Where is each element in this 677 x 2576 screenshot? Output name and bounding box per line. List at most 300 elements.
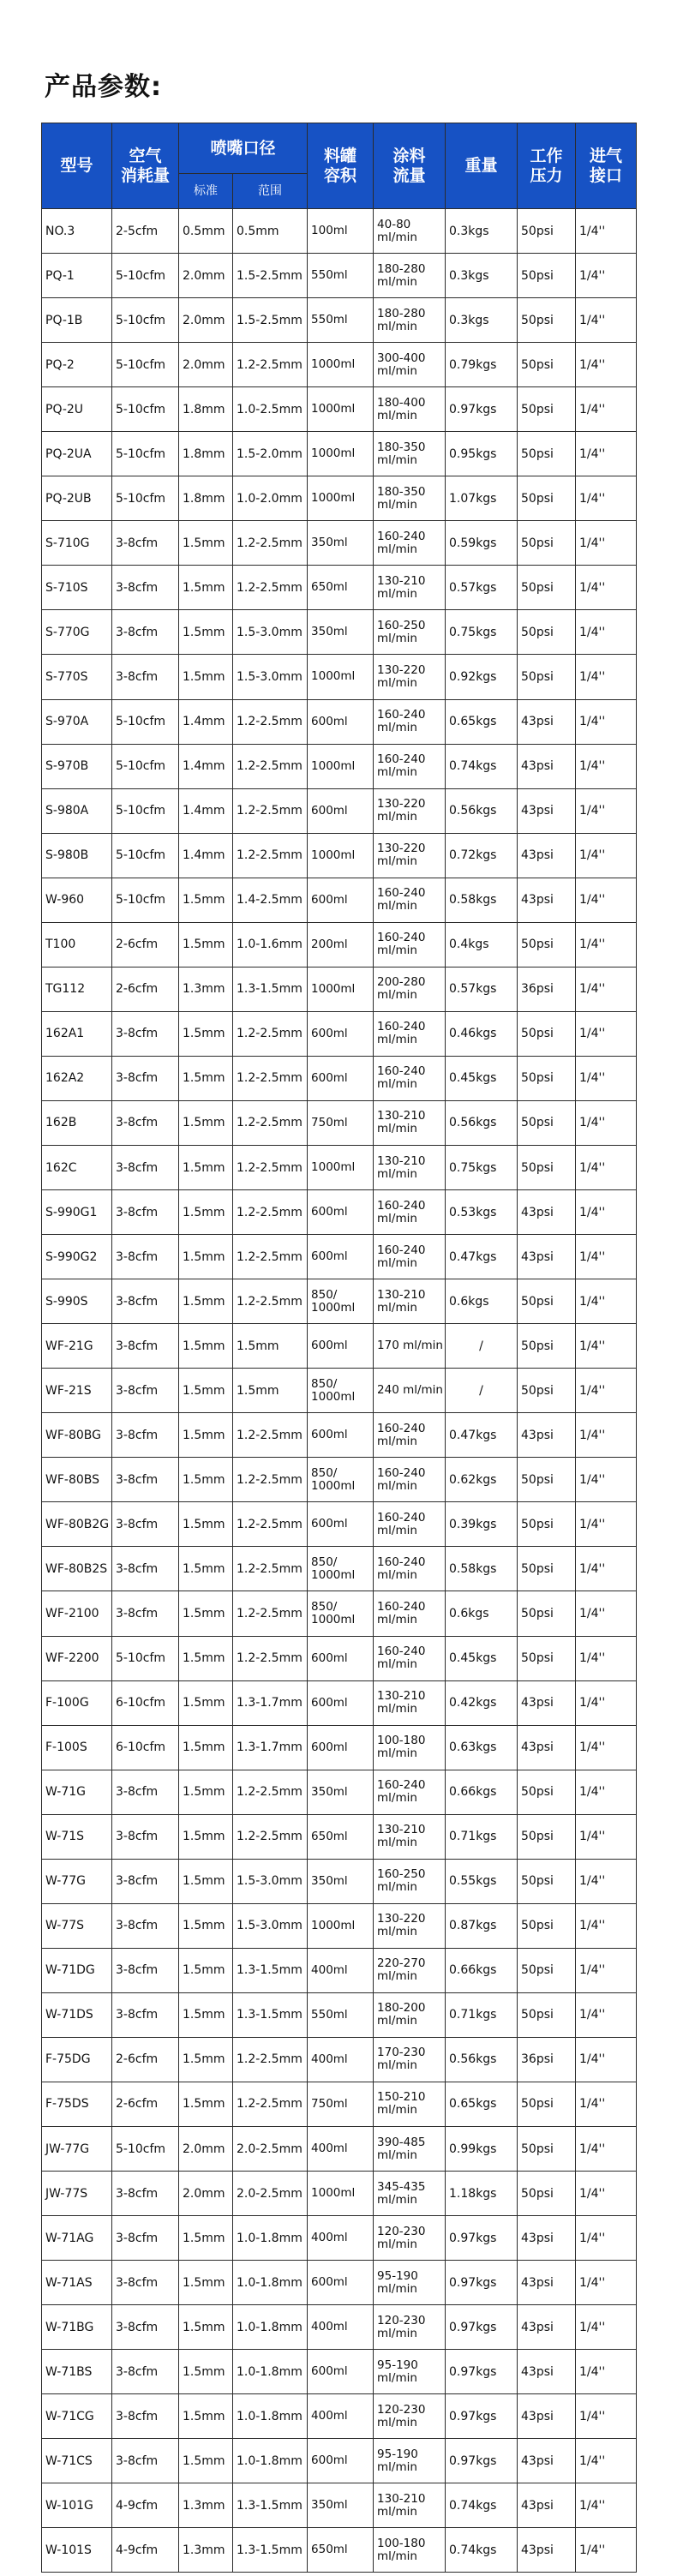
- paint-flow-cell: 130-210 ml/min: [374, 1680, 446, 1725]
- nozzle-range-cell: 1.5-2.5mm: [233, 254, 308, 298]
- weight-cell: 0.3kgs: [446, 209, 518, 254]
- nozzle-standard-cell: 1.5mm: [179, 2394, 233, 2439]
- cup-capacity-cell: 350ml: [308, 521, 374, 566]
- weight-cell: 0.97kgs: [446, 2261, 518, 2305]
- model-cell: W-71G: [42, 1770, 112, 1814]
- paint-flow-cell: 160-250 ml/min: [374, 610, 446, 655]
- air-inlet-cell: 1/4'': [576, 1814, 637, 1859]
- air-inlet-cell: 1/4'': [576, 2261, 637, 2305]
- cup-capacity-cell: 400ml: [308, 2127, 374, 2172]
- weight-cell: /: [446, 1324, 518, 1369]
- paint-flow-cell: 130-210 ml/min: [374, 1145, 446, 1189]
- cup-capacity-cell: 650ml: [308, 2528, 374, 2573]
- air-consumption-cell: 3-8cfm: [112, 2172, 179, 2216]
- model-cell: W-71CG: [42, 2394, 112, 2439]
- weight-cell: 0.66kgs: [446, 1948, 518, 1992]
- table-row: [42, 2528, 637, 2573]
- air-inlet-cell: 1/4'': [576, 2305, 637, 2350]
- nozzle-standard-cell: 2.0mm: [179, 298, 233, 343]
- air-inlet-cell: 1/4'': [576, 788, 637, 833]
- weight-cell: 0.56kgs: [446, 788, 518, 833]
- paint-flow-cell: 160-240 ml/min: [374, 699, 446, 744]
- weight-cell: 0.74kgs: [446, 744, 518, 788]
- model-cell: W-71AS: [42, 2261, 112, 2305]
- table-row: [42, 343, 637, 387]
- nozzle-standard-cell: 1.5mm: [179, 610, 233, 655]
- table-row: [42, 744, 637, 788]
- air-consumption-cell: 3-8cfm: [112, 1413, 179, 1458]
- air-inlet-cell: 1/4'': [576, 209, 637, 254]
- nozzle-standard-cell: 1.5mm: [179, 1547, 233, 1591]
- air-inlet-cell: 1/4'': [576, 254, 637, 298]
- nozzle-range-cell: 1.0-1.8mm: [233, 2394, 308, 2439]
- nozzle-standard-cell: 1.5mm: [179, 1413, 233, 1458]
- nozzle-standard-cell: 1.5mm: [179, 566, 233, 610]
- air-inlet-cell: 1/4'': [576, 878, 637, 922]
- header-working-pressure: 工作 压力: [518, 123, 576, 209]
- nozzle-range-cell: 1.2-2.5mm: [233, 699, 308, 744]
- cup-capacity-cell: 1000ml: [308, 432, 374, 476]
- table-row: [42, 788, 637, 833]
- air-consumption-cell: 3-8cfm: [112, 2305, 179, 2350]
- nozzle-standard-cell: 1.5mm: [179, 1591, 233, 1636]
- air-inlet-cell: 1/4'': [576, 1369, 637, 1413]
- nozzle-standard-cell: 1.3mm: [179, 967, 233, 1011]
- working-pressure-cell: 50psi: [518, 1056, 576, 1100]
- air-consumption-cell: 5-10cfm: [112, 254, 179, 298]
- table-row: [42, 1547, 637, 1591]
- nozzle-standard-cell: 1.5mm: [179, 1770, 233, 1814]
- working-pressure-cell: 50psi: [518, 209, 576, 254]
- model-cell: PQ-2UB: [42, 476, 112, 521]
- header-cup-capacity: 料罐 容积: [308, 123, 374, 209]
- working-pressure-cell: 43psi: [518, 2394, 576, 2439]
- air-inlet-cell: 1/4'': [576, 2172, 637, 2216]
- weight-cell: 0.45kgs: [446, 1056, 518, 1100]
- paint-flow-cell: 160-240 ml/min: [374, 1547, 446, 1591]
- air-consumption-cell: 5-10cfm: [112, 387, 179, 432]
- air-inlet-cell: 1/4'': [576, 2394, 637, 2439]
- air-consumption-cell: 5-10cfm: [112, 432, 179, 476]
- air-inlet-cell: 1/4'': [576, 387, 637, 432]
- model-cell: S-770G: [42, 610, 112, 655]
- header-model: 型号: [42, 123, 112, 209]
- air-consumption-cell: 3-8cfm: [112, 1235, 179, 1279]
- paint-flow-cell: 180-350 ml/min: [374, 432, 446, 476]
- table-row: [42, 2127, 637, 2172]
- nozzle-range-cell: 1.2-2.5mm: [233, 1458, 308, 1502]
- paint-flow-cell: 345-435 ml/min: [374, 2172, 446, 2216]
- paint-flow-cell: 100-180 ml/min: [374, 2528, 446, 2573]
- weight-cell: 0.6kgs: [446, 1591, 518, 1636]
- weight-cell: 0.39kgs: [446, 1502, 518, 1547]
- model-cell: PQ-1: [42, 254, 112, 298]
- cup-capacity-cell: 600ml: [308, 1413, 374, 1458]
- model-cell: W-101G: [42, 2483, 112, 2528]
- model-cell: JW-77G: [42, 2127, 112, 2172]
- nozzle-standard-cell: 1.5mm: [179, 1235, 233, 1279]
- working-pressure-cell: 50psi: [518, 254, 576, 298]
- table-row: [42, 1680, 637, 1725]
- table-row: [42, 254, 637, 298]
- air-consumption-cell: 5-10cfm: [112, 744, 179, 788]
- air-inlet-cell: 1/4'': [576, 2037, 637, 2082]
- working-pressure-cell: 50psi: [518, 476, 576, 521]
- model-cell: S-710G: [42, 521, 112, 566]
- model-cell: W-71S: [42, 1814, 112, 1859]
- air-inlet-cell: 1/4'': [576, 699, 637, 744]
- nozzle-standard-cell: 1.5mm: [179, 1859, 233, 1903]
- cup-capacity-cell: 1000ml: [308, 387, 374, 432]
- nozzle-range-cell: 1.2-2.5mm: [233, 1636, 308, 1680]
- nozzle-range-cell: 1.3-1.7mm: [233, 1680, 308, 1725]
- nozzle-range-cell: 1.5mm: [233, 1324, 308, 1369]
- weight-cell: 0.55kgs: [446, 1859, 518, 1903]
- model-cell: W-77G: [42, 1859, 112, 1903]
- paint-flow-cell: 95-190 ml/min: [374, 2439, 446, 2483]
- cup-capacity-cell: 600ml: [308, 2439, 374, 2483]
- working-pressure-cell: 43psi: [518, 2439, 576, 2483]
- air-inlet-cell: 1/4'': [576, 744, 637, 788]
- model-cell: WF-2100: [42, 1591, 112, 1636]
- paint-flow-cell: 130-220 ml/min: [374, 655, 446, 699]
- nozzle-standard-cell: 2.0mm: [179, 254, 233, 298]
- nozzle-range-cell: 1.5-2.5mm: [233, 298, 308, 343]
- table-row: [42, 1770, 637, 1814]
- paint-flow-cell: 95-190 ml/min: [374, 2261, 446, 2305]
- air-inlet-cell: 1/4'': [576, 1859, 637, 1903]
- cup-capacity-cell: 350ml: [308, 2483, 374, 2528]
- table-row: [42, 1903, 637, 1948]
- cup-capacity-cell: 400ml: [308, 2305, 374, 2350]
- nozzle-range-cell: 1.2-2.5mm: [233, 1011, 308, 1056]
- weight-cell: 0.97kgs: [446, 387, 518, 432]
- air-inlet-cell: 1/4'': [576, 655, 637, 699]
- weight-cell: 0.74kgs: [446, 2528, 518, 2573]
- nozzle-standard-cell: 0.5mm: [179, 209, 233, 254]
- paint-flow-cell: 160-240 ml/min: [374, 1502, 446, 1547]
- nozzle-range-cell: 1.2-2.5mm: [233, 1413, 308, 1458]
- table-row: [42, 1725, 637, 1770]
- model-cell: 162A1: [42, 1011, 112, 1056]
- nozzle-range-cell: 1.2-2.5mm: [233, 1502, 308, 1547]
- air-consumption-cell: 3-8cfm: [112, 610, 179, 655]
- cup-capacity-cell: 1000ml: [308, 744, 374, 788]
- working-pressure-cell: 50psi: [518, 298, 576, 343]
- working-pressure-cell: 43psi: [518, 2483, 576, 2528]
- nozzle-standard-cell: 1.5mm: [179, 1903, 233, 1948]
- cup-capacity-cell: 1000ml: [308, 343, 374, 387]
- weight-cell: 0.57kgs: [446, 566, 518, 610]
- nozzle-range-cell: 1.2-2.5mm: [233, 1770, 308, 1814]
- air-consumption-cell: 5-10cfm: [112, 878, 179, 922]
- air-consumption-cell: 3-8cfm: [112, 1458, 179, 1502]
- cup-capacity-cell: 350ml: [308, 1859, 374, 1903]
- air-consumption-cell: 3-8cfm: [112, 1992, 179, 2037]
- air-consumption-cell: 3-8cfm: [112, 2261, 179, 2305]
- nozzle-standard-cell: 1.8mm: [179, 387, 233, 432]
- paint-flow-cell: 180-280 ml/min: [374, 298, 446, 343]
- paint-flow-cell: 160-240 ml/min: [374, 1458, 446, 1502]
- nozzle-range-cell: 0.5mm: [233, 209, 308, 254]
- nozzle-range-cell: 1.5-2.0mm: [233, 432, 308, 476]
- model-cell: W-71DG: [42, 1948, 112, 1992]
- air-inlet-cell: 1/4'': [576, 1725, 637, 1770]
- table-row: [42, 476, 637, 521]
- paint-flow-cell: 200-280 ml/min: [374, 967, 446, 1011]
- paint-flow-cell: 160-240 ml/min: [374, 521, 446, 566]
- working-pressure-cell: 43psi: [518, 1413, 576, 1458]
- working-pressure-cell: 50psi: [518, 655, 576, 699]
- nozzle-standard-cell: 1.5mm: [179, 521, 233, 566]
- air-consumption-cell: 5-10cfm: [112, 699, 179, 744]
- cup-capacity-cell: 1000ml: [308, 476, 374, 521]
- cup-capacity-cell: 750ml: [308, 1100, 374, 1145]
- table-row: [42, 521, 637, 566]
- nozzle-standard-cell: 1.5mm: [179, 1458, 233, 1502]
- model-cell: JW-77S: [42, 2172, 112, 2216]
- nozzle-range-cell: 1.2-2.5mm: [233, 1591, 308, 1636]
- paint-flow-cell: 180-400 ml/min: [374, 387, 446, 432]
- cup-capacity-cell: 350ml: [308, 1770, 374, 1814]
- weight-cell: 0.74kgs: [446, 2483, 518, 2528]
- cup-capacity-cell: 600ml: [308, 1680, 374, 1725]
- working-pressure-cell: 50psi: [518, 1547, 576, 1591]
- table-row: [42, 878, 637, 922]
- working-pressure-cell: 43psi: [518, 2528, 576, 2573]
- model-cell: W-71DS: [42, 1992, 112, 2037]
- table-row: [42, 1190, 637, 1235]
- nozzle-range-cell: 1.2-2.5mm: [233, 788, 308, 833]
- nozzle-range-cell: 1.0-2.0mm: [233, 476, 308, 521]
- paint-flow-cell: 390-485 ml/min: [374, 2127, 446, 2172]
- nozzle-range-cell: 1.2-2.5mm: [233, 2037, 308, 2082]
- cup-capacity-cell: 400ml: [308, 2037, 374, 2082]
- air-inlet-cell: 1/4'': [576, 2439, 637, 2483]
- model-cell: S-970A: [42, 699, 112, 744]
- nozzle-standard-cell: 1.5mm: [179, 655, 233, 699]
- paint-flow-cell: 160-240 ml/min: [374, 878, 446, 922]
- model-cell: WF-80B2S: [42, 1547, 112, 1591]
- model-cell: WF-80B2G: [42, 1502, 112, 1547]
- paint-flow-cell: 160-240 ml/min: [374, 922, 446, 967]
- working-pressure-cell: 43psi: [518, 2305, 576, 2350]
- weight-cell: 0.72kgs: [446, 833, 518, 878]
- model-cell: PQ-2UA: [42, 432, 112, 476]
- air-inlet-cell: 1/4'': [576, 833, 637, 878]
- nozzle-standard-cell: 1.4mm: [179, 788, 233, 833]
- nozzle-range-cell: 1.2-2.5mm: [233, 1056, 308, 1100]
- cup-capacity-cell: 600ml: [308, 1324, 374, 1369]
- header-air-inlet: 进气 接口: [576, 123, 637, 209]
- cup-capacity-cell: 650ml: [308, 1814, 374, 1859]
- nozzle-standard-cell: 1.5mm: [179, 2037, 233, 2082]
- nozzle-standard-cell: 1.5mm: [179, 878, 233, 922]
- table-row: [42, 209, 637, 254]
- paint-flow-cell: 120-230 ml/min: [374, 2394, 446, 2439]
- nozzle-range-cell: 1.2-2.5mm: [233, 1235, 308, 1279]
- air-consumption-cell: 3-8cfm: [112, 655, 179, 699]
- working-pressure-cell: 43psi: [518, 1680, 576, 1725]
- air-consumption-cell: 3-8cfm: [112, 1770, 179, 1814]
- table-row: [42, 1100, 637, 1145]
- table-row: [42, 1591, 637, 1636]
- table-row: [42, 432, 637, 476]
- nozzle-range-cell: 1.0-1.6mm: [233, 922, 308, 967]
- working-pressure-cell: 50psi: [518, 1903, 576, 1948]
- table-row: [42, 1636, 637, 1680]
- air-consumption-cell: 4-9cfm: [112, 2483, 179, 2528]
- air-inlet-cell: 1/4'': [576, 1413, 637, 1458]
- table-row: [42, 1859, 637, 1903]
- table-row: [42, 1948, 637, 1992]
- working-pressure-cell: 50psi: [518, 343, 576, 387]
- working-pressure-cell: 50psi: [518, 2127, 576, 2172]
- weight-cell: 0.3kgs: [446, 254, 518, 298]
- table-row: [42, 1056, 637, 1100]
- model-cell: TG112: [42, 967, 112, 1011]
- working-pressure-cell: 50psi: [518, 521, 576, 566]
- air-inlet-cell: 1/4'': [576, 1324, 637, 1369]
- paint-flow-cell: 160-240 ml/min: [374, 1413, 446, 1458]
- air-consumption-cell: 2-6cfm: [112, 922, 179, 967]
- paint-flow-cell: 180-280 ml/min: [374, 254, 446, 298]
- nozzle-range-cell: 1.5-3.0mm: [233, 1903, 308, 1948]
- table-row: [42, 2216, 637, 2261]
- model-cell: WF-21S: [42, 1369, 112, 1413]
- cup-capacity-cell: 1000ml: [308, 1903, 374, 1948]
- weight-cell: 0.53kgs: [446, 1190, 518, 1235]
- nozzle-standard-cell: 1.5mm: [179, 1324, 233, 1369]
- nozzle-standard-cell: 1.8mm: [179, 476, 233, 521]
- cup-capacity-cell: 600ml: [308, 2350, 374, 2394]
- model-cell: PQ-2U: [42, 387, 112, 432]
- cup-capacity-cell: 600ml: [308, 1636, 374, 1680]
- model-cell: WF-2200: [42, 1636, 112, 1680]
- table-row: [42, 387, 637, 432]
- cup-capacity-cell: 550ml: [308, 1992, 374, 2037]
- table-row: [42, 1992, 637, 2037]
- working-pressure-cell: 50psi: [518, 1279, 576, 1324]
- model-cell: WF-80BS: [42, 1458, 112, 1502]
- header-weight: 重量: [446, 123, 518, 209]
- weight-cell: 0.47kgs: [446, 1235, 518, 1279]
- air-consumption-cell: 3-8cfm: [112, 1011, 179, 1056]
- paint-flow-cell: 160-240 ml/min: [374, 1591, 446, 1636]
- table-row: [42, 699, 637, 744]
- working-pressure-cell: 43psi: [518, 833, 576, 878]
- table-row: [42, 1458, 637, 1502]
- nozzle-range-cell: 1.2-2.5mm: [233, 1190, 308, 1235]
- nozzle-range-cell: 1.0-1.8mm: [233, 2261, 308, 2305]
- model-cell: S-980A: [42, 788, 112, 833]
- paint-flow-cell: 300-400 ml/min: [374, 343, 446, 387]
- air-consumption-cell: 5-10cfm: [112, 788, 179, 833]
- air-consumption-cell: 3-8cfm: [112, 2216, 179, 2261]
- air-consumption-cell: 5-10cfm: [112, 1636, 179, 1680]
- weight-cell: 1.07kgs: [446, 476, 518, 521]
- nozzle-range-cell: 1.5mm: [233, 1369, 308, 1413]
- nozzle-range-cell: 1.4-2.5mm: [233, 878, 308, 922]
- air-consumption-cell: 3-8cfm: [112, 1547, 179, 1591]
- nozzle-range-cell: 1.2-2.5mm: [233, 1547, 308, 1591]
- nozzle-standard-cell: 1.5mm: [179, 2305, 233, 2350]
- header-air-consumption: 空气 消耗量: [112, 123, 179, 209]
- air-consumption-cell: 4-9cfm: [112, 2528, 179, 2573]
- air-inlet-cell: 1/4'': [576, 1458, 637, 1502]
- paint-flow-cell: 40-80 ml/min: [374, 209, 446, 254]
- paint-flow-cell: 160-250 ml/min: [374, 1859, 446, 1903]
- nozzle-standard-cell: 1.4mm: [179, 744, 233, 788]
- model-cell: S-710S: [42, 566, 112, 610]
- working-pressure-cell: 50psi: [518, 1369, 576, 1413]
- nozzle-range-cell: 1.5-3.0mm: [233, 655, 308, 699]
- air-inlet-cell: 1/4'': [576, 432, 637, 476]
- table-row: [42, 2483, 637, 2528]
- air-inlet-cell: 1/4'': [576, 521, 637, 566]
- weight-cell: 0.97kgs: [446, 2439, 518, 2483]
- working-pressure-cell: 43psi: [518, 2350, 576, 2394]
- nozzle-standard-cell: 1.5mm: [179, 2261, 233, 2305]
- air-consumption-cell: 6-10cfm: [112, 1725, 179, 1770]
- working-pressure-cell: 50psi: [518, 1145, 576, 1189]
- nozzle-range-cell: 1.2-2.5mm: [233, 1145, 308, 1189]
- air-inlet-cell: 1/4'': [576, 2528, 637, 2573]
- nozzle-standard-cell: 1.5mm: [179, 2350, 233, 2394]
- weight-cell: 0.63kgs: [446, 1725, 518, 1770]
- air-consumption-cell: 3-8cfm: [112, 1324, 179, 1369]
- model-cell: S-980B: [42, 833, 112, 878]
- weight-cell: 0.58kgs: [446, 878, 518, 922]
- cup-capacity-cell: 400ml: [308, 2216, 374, 2261]
- nozzle-range-cell: 1.5-3.0mm: [233, 1859, 308, 1903]
- air-consumption-cell: 3-8cfm: [112, 1100, 179, 1145]
- air-inlet-cell: 1/4'': [576, 2127, 637, 2172]
- air-consumption-cell: 6-10cfm: [112, 1680, 179, 1725]
- weight-cell: 0.46kgs: [446, 1011, 518, 1056]
- nozzle-standard-cell: 1.5mm: [179, 1100, 233, 1145]
- model-cell: W-71AG: [42, 2216, 112, 2261]
- header-nozzle-size: 喷嘴口径: [179, 123, 308, 174]
- air-inlet-cell: 1/4'': [576, 1636, 637, 1680]
- paint-flow-cell: 160-240 ml/min: [374, 1011, 446, 1056]
- weight-cell: 0.79kgs: [446, 343, 518, 387]
- cup-capacity-cell: 600ml: [308, 2261, 374, 2305]
- cup-capacity-cell: 850/ 1000ml: [308, 1458, 374, 1502]
- air-inlet-cell: 1/4'': [576, 1948, 637, 1992]
- weight-cell: 0.97kgs: [446, 2216, 518, 2261]
- model-cell: W-101S: [42, 2528, 112, 2573]
- weight-cell: 0.47kgs: [446, 1413, 518, 1458]
- air-consumption-cell: 5-10cfm: [112, 833, 179, 878]
- air-consumption-cell: 3-8cfm: [112, 2439, 179, 2483]
- air-inlet-cell: 1/4'': [576, 967, 637, 1011]
- model-cell: S-970B: [42, 744, 112, 788]
- nozzle-standard-cell: 1.5mm: [179, 1369, 233, 1413]
- table-row: [42, 1502, 637, 1547]
- paint-flow-cell: 95-190 ml/min: [374, 2350, 446, 2394]
- table-row: [42, 833, 637, 878]
- air-inlet-cell: 1/4'': [576, 1903, 637, 1948]
- working-pressure-cell: 50psi: [518, 432, 576, 476]
- nozzle-range-cell: 1.2-2.5mm: [233, 744, 308, 788]
- cup-capacity-cell: 400ml: [308, 1948, 374, 1992]
- paint-flow-cell: 120-230 ml/min: [374, 2216, 446, 2261]
- cup-capacity-cell: 1000ml: [308, 1145, 374, 1189]
- working-pressure-cell: 50psi: [518, 2172, 576, 2216]
- paint-flow-cell: 180-350 ml/min: [374, 476, 446, 521]
- nozzle-standard-cell: 1.5mm: [179, 1948, 233, 1992]
